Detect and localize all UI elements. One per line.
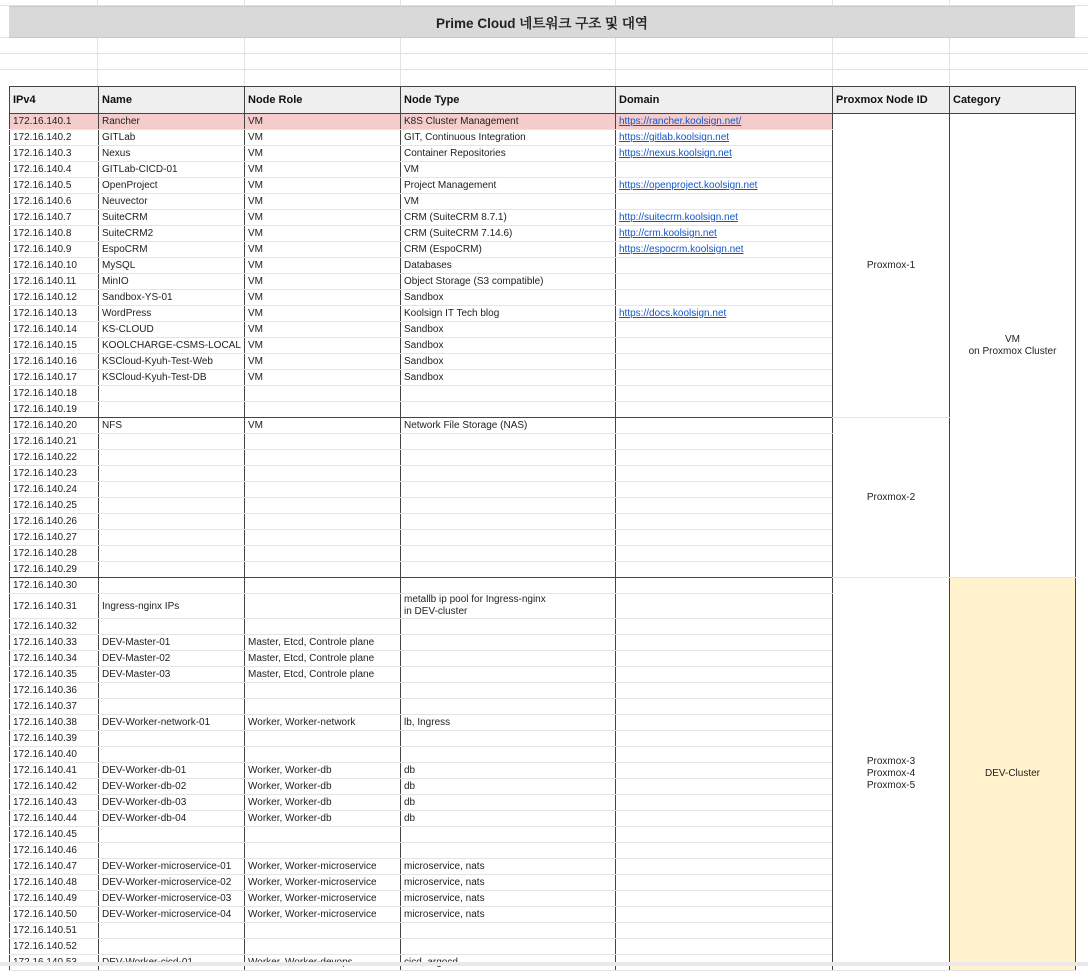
cell-node-type[interactable]: CRM (SuiteCRM 8.7.1): [401, 210, 616, 226]
cell-node-role[interactable]: VM: [245, 226, 401, 242]
cell-name[interactable]: KSCloud-Kyuh-Test-DB: [99, 370, 245, 386]
horizontal-scrollbar[interactable]: [0, 962, 1088, 966]
cell-node-role[interactable]: [245, 434, 401, 450]
cell-node-role[interactable]: VM: [245, 338, 401, 354]
table-row: [10, 578, 1076, 594]
cell-ipv4[interactable]: 172.16.140.44: [10, 811, 99, 827]
cell-domain[interactable]: [616, 450, 833, 466]
cell-ipv4[interactable]: 172.16.140.47: [10, 859, 99, 875]
cell-domain[interactable]: [616, 226, 833, 242]
cell-domain[interactable]: [616, 731, 833, 747]
cell-node-type[interactable]: [401, 514, 616, 530]
cell-domain[interactable]: [616, 386, 833, 402]
cell-node-role[interactable]: [245, 402, 401, 418]
cell-domain[interactable]: [616, 907, 833, 923]
cell-node-role[interactable]: Worker, Worker-microservice: [245, 875, 401, 891]
cell-node-role[interactable]: Worker, Worker-microservice: [245, 907, 401, 923]
cell-name[interactable]: Sandbox-YS-01: [99, 290, 245, 306]
cell-domain[interactable]: [616, 322, 833, 338]
cell-domain[interactable]: [616, 178, 833, 194]
cell-node-role[interactable]: VM: [245, 242, 401, 258]
cell-name[interactable]: [99, 466, 245, 482]
cell-domain[interactable]: [616, 530, 833, 546]
cell-node-type[interactable]: db: [401, 763, 616, 779]
cell-ipv4[interactable]: 172.16.140.1: [10, 114, 99, 130]
header-row: [10, 87, 1076, 114]
cell-node-type[interactable]: CRM (SuiteCRM 7.14.6): [401, 226, 616, 242]
cell-name[interactable]: GITLab-CICD-01: [99, 162, 245, 178]
domain-link[interactable]: https://docs.koolsign.net: [619, 308, 727, 319]
cell-node-role[interactable]: [245, 546, 401, 562]
cell-ipv4[interactable]: 172.16.140.17: [10, 370, 99, 386]
cell-ipv4[interactable]: 172.16.140.36: [10, 683, 99, 699]
cell-domain[interactable]: [616, 683, 833, 699]
cell-node-role[interactable]: [245, 466, 401, 482]
cell-ipv4[interactable]: 172.16.140.8: [10, 226, 99, 242]
cell-ipv4[interactable]: 172.16.140.46: [10, 843, 99, 859]
cell-name[interactable]: Ingress-nginx IPs: [99, 594, 245, 619]
cell-domain[interactable]: [616, 306, 833, 322]
cell-node-role[interactable]: Worker, Worker-db: [245, 811, 401, 827]
header-cell-proxmox-node-id[interactable]: Proxmox Node ID: [833, 87, 950, 114]
cell-ipv4[interactable]: 172.16.140.40: [10, 747, 99, 763]
cell-name[interactable]: DEV-Worker-network-01: [99, 715, 245, 731]
cell-node-type[interactable]: [401, 594, 616, 619]
cell-ipv4[interactable]: 172.16.140.18: [10, 386, 99, 402]
cell-name[interactable]: DEV-Worker-db-01: [99, 763, 245, 779]
cell-domain[interactable]: [616, 667, 833, 683]
cell-node-type[interactable]: Project Management: [401, 178, 616, 194]
cell-ipv4[interactable]: 172.16.140.37: [10, 699, 99, 715]
cell-domain[interactable]: [616, 827, 833, 843]
cell-ipv4[interactable]: 172.16.140.43: [10, 795, 99, 811]
cell-node-role[interactable]: [245, 530, 401, 546]
cell-ipv4[interactable]: 172.16.140.21: [10, 434, 99, 450]
cell-name[interactable]: [99, 827, 245, 843]
cell-node-type[interactable]: K8S Cluster Management: [401, 114, 616, 130]
cell-domain[interactable]: [616, 114, 833, 130]
cell-domain[interactable]: [616, 466, 833, 482]
cell-node-type[interactable]: [401, 562, 616, 578]
cell-node-type[interactable]: Sandbox: [401, 354, 616, 370]
cell-node-type[interactable]: db: [401, 795, 616, 811]
cell-node-type[interactable]: [401, 498, 616, 514]
cell-name[interactable]: DEV-Worker-microservice-03: [99, 891, 245, 907]
cell-name[interactable]: [99, 530, 245, 546]
cell-ipv4[interactable]: 172.16.140.26: [10, 514, 99, 530]
cell-ipv4[interactable]: 172.16.140.5: [10, 178, 99, 194]
cell-domain[interactable]: [616, 514, 833, 530]
cell-node-type[interactable]: Sandbox: [401, 370, 616, 386]
cell-node-role[interactable]: [245, 514, 401, 530]
cell-proxmox-group-3[interactable]: [833, 578, 950, 971]
cell-node-type[interactable]: [401, 482, 616, 498]
network-table: [9, 86, 1076, 971]
cell-node-role[interactable]: [245, 386, 401, 402]
header-cell-node-role[interactable]: Node Role: [245, 87, 401, 114]
cell-node-type[interactable]: [401, 530, 616, 546]
cell-node-type[interactable]: [401, 699, 616, 715]
cell-proxmox-group-2[interactable]: Proxmox-2: [833, 418, 950, 578]
cell-domain[interactable]: [616, 146, 833, 162]
cell-domain[interactable]: [616, 354, 833, 370]
cell-name[interactable]: [99, 450, 245, 466]
cell-node-role[interactable]: [245, 843, 401, 859]
cell-name[interactable]: [99, 514, 245, 530]
cell-node-role[interactable]: [245, 482, 401, 498]
cell-domain[interactable]: [616, 338, 833, 354]
table-row: [10, 418, 1076, 434]
proxmox-node-line: Proxmox-3: [866, 756, 916, 767]
table-body: [10, 114, 1076, 971]
cell-domain[interactable]: [616, 594, 833, 619]
header-cell-ipv4[interactable]: IPv4: [10, 87, 99, 114]
cell-name[interactable]: Neuvector: [99, 194, 245, 210]
cell-domain[interactable]: [616, 210, 833, 226]
cell-name[interactable]: DEV-Master-02: [99, 651, 245, 667]
cell-node-type[interactable]: lb, Ingress: [401, 715, 616, 731]
cell-domain[interactable]: [616, 130, 833, 146]
cell-ipv4[interactable]: 172.16.140.11: [10, 274, 99, 290]
cell-ipv4[interactable]: 172.16.140.22: [10, 450, 99, 466]
cell-name[interactable]: [99, 482, 245, 498]
cell-name[interactable]: NFS: [99, 418, 245, 434]
cell-node-type[interactable]: [401, 635, 616, 651]
cell-node-type[interactable]: [401, 939, 616, 955]
cell-node-type[interactable]: [401, 386, 616, 402]
cell-node-role[interactable]: Worker, Worker-network: [245, 715, 401, 731]
cell-ipv4[interactable]: 172.16.140.6: [10, 194, 99, 210]
cell-domain[interactable]: [616, 859, 833, 875]
cell-name[interactable]: Rancher: [99, 114, 245, 130]
cell-ipv4[interactable]: 172.16.140.34: [10, 651, 99, 667]
cell-node-role[interactable]: VM: [245, 114, 401, 130]
cell-ipv4[interactable]: 172.16.140.33: [10, 635, 99, 651]
cell-domain[interactable]: [616, 370, 833, 386]
cell-name[interactable]: DEV-Worker-microservice-02: [99, 875, 245, 891]
cell-node-role[interactable]: Master, Etcd, Controle plane: [245, 667, 401, 683]
cell-ipv4[interactable]: 172.16.140.31: [10, 594, 99, 619]
cell-ipv4[interactable]: 172.16.140.16: [10, 354, 99, 370]
cell-node-role[interactable]: VM: [245, 146, 401, 162]
cell-domain[interactable]: [616, 290, 833, 306]
cell-name[interactable]: [99, 434, 245, 450]
cell-node-role[interactable]: [245, 747, 401, 763]
cell-node-type[interactable]: CRM (EspoCRM): [401, 242, 616, 258]
cell-ipv4[interactable]: 172.16.140.49: [10, 891, 99, 907]
cell-name[interactable]: KS-CLOUD: [99, 322, 245, 338]
cell-ipv4[interactable]: 172.16.140.4: [10, 162, 99, 178]
cell-name[interactable]: DEV-Worker-db-04: [99, 811, 245, 827]
cell-node-type[interactable]: [401, 450, 616, 466]
cell-name[interactable]: [99, 578, 245, 594]
cell-node-type[interactable]: VM: [401, 194, 616, 210]
header-cell-category[interactable]: Category: [950, 87, 1076, 114]
cell-node-type[interactable]: Sandbox: [401, 322, 616, 338]
cell-node-type[interactable]: Databases: [401, 258, 616, 274]
cell-node-role[interactable]: [245, 594, 401, 619]
cell-name[interactable]: GITLab: [99, 130, 245, 146]
cell-domain[interactable]: [616, 923, 833, 939]
cell-node-role[interactable]: Master, Etcd, Controle plane: [245, 651, 401, 667]
cell-category-dev-cluster[interactable]: DEV-Cluster: [950, 578, 1076, 971]
cell-domain[interactable]: [616, 747, 833, 763]
cell-name[interactable]: MySQL: [99, 258, 245, 274]
cell-node-type[interactable]: Koolsign IT Tech blog: [401, 306, 616, 322]
cell-name[interactable]: DEV-Worker-db-02: [99, 779, 245, 795]
cell-proxmox-group-1[interactable]: Proxmox-1: [833, 114, 950, 418]
cell-node-type[interactable]: Sandbox: [401, 338, 616, 354]
sheet-title: Prime Cloud 네트워크 구조 및 대역: [9, 6, 1075, 38]
cell-node-type[interactable]: [401, 578, 616, 594]
cell-node-role[interactable]: [245, 578, 401, 594]
category-line: on Proxmox Cluster: [968, 345, 1057, 357]
cell-name[interactable]: [99, 546, 245, 562]
cell-name[interactable]: DEV-Worker-microservice-01: [99, 859, 245, 875]
cell-domain[interactable]: [616, 162, 833, 178]
cell-node-role[interactable]: VM: [245, 178, 401, 194]
cell-domain[interactable]: [616, 875, 833, 891]
cell-node-type[interactable]: [401, 466, 616, 482]
cell-node-type[interactable]: Sandbox: [401, 290, 616, 306]
cell-domain[interactable]: [616, 811, 833, 827]
cell-domain[interactable]: [616, 562, 833, 578]
cell-domain[interactable]: [616, 779, 833, 795]
cell-domain[interactable]: [616, 274, 833, 290]
cell-name[interactable]: MinIO: [99, 274, 245, 290]
domain-link[interactable]: https://openproject.koolsign.net: [619, 180, 758, 191]
header-cell-domain[interactable]: Domain: [616, 87, 833, 114]
cell-node-type[interactable]: [401, 731, 616, 747]
cell-node-role[interactable]: [245, 562, 401, 578]
cell-name[interactable]: DEV-Master-03: [99, 667, 245, 683]
cell-name[interactable]: KSCloud-Kyuh-Test-Web: [99, 354, 245, 370]
cell-node-role[interactable]: Worker, Worker-microservice: [245, 891, 401, 907]
cell-node-type[interactable]: [401, 434, 616, 450]
cell-node-role[interactable]: Worker, Worker-db: [245, 763, 401, 779]
cell-node-role[interactable]: VM: [245, 258, 401, 274]
cell-ipv4[interactable]: 172.16.140.51: [10, 923, 99, 939]
cell-node-role[interactable]: VM: [245, 418, 401, 434]
cell-ipv4[interactable]: 172.16.140.13: [10, 306, 99, 322]
category-line: VM: [1005, 333, 1020, 345]
cell-domain[interactable]: [616, 715, 833, 731]
cell-ipv4[interactable]: 172.16.140.52: [10, 939, 99, 955]
cell-ipv4[interactable]: 172.16.140.50: [10, 907, 99, 923]
cell-node-type[interactable]: [401, 923, 616, 939]
table-row: [10, 114, 1076, 130]
cell-node-type[interactable]: microservice, nats: [401, 859, 616, 875]
node-type-line: in DEV-cluster: [404, 606, 468, 617]
cell-domain[interactable]: [616, 194, 833, 210]
cell-node-role[interactable]: Worker, Worker-microservice: [245, 859, 401, 875]
cell-node-role[interactable]: VM: [245, 354, 401, 370]
cell-ipv4[interactable]: 172.16.140.29: [10, 562, 99, 578]
cell-domain[interactable]: [616, 258, 833, 274]
cell-name[interactable]: [99, 843, 245, 859]
cell-name[interactable]: OpenProject: [99, 178, 245, 194]
cell-node-role[interactable]: VM: [245, 322, 401, 338]
cell-ipv4[interactable]: 172.16.140.3: [10, 146, 99, 162]
proxmox-node-line: Proxmox-4: [866, 768, 916, 779]
cell-name[interactable]: [99, 386, 245, 402]
cell-ipv4[interactable]: 172.16.140.41: [10, 763, 99, 779]
cell-node-type[interactable]: microservice, nats: [401, 875, 616, 891]
cell-node-role[interactable]: Master, Etcd, Controle plane: [245, 635, 401, 651]
cell-name[interactable]: DEV-Worker-db-03: [99, 795, 245, 811]
cell-ipv4[interactable]: 172.16.140.2: [10, 130, 99, 146]
cell-ipv4[interactable]: 172.16.140.35: [10, 667, 99, 683]
cell-ipv4[interactable]: 172.16.140.7: [10, 210, 99, 226]
gridline: [0, 53, 1088, 54]
cell-node-role[interactable]: VM: [245, 274, 401, 290]
cell-node-role[interactable]: Worker, Worker-db: [245, 779, 401, 795]
cell-ipv4[interactable]: 172.16.140.39: [10, 731, 99, 747]
cell-domain[interactable]: [616, 578, 833, 594]
cell-domain[interactable]: [616, 619, 833, 635]
cell-node-type[interactable]: microservice, nats: [401, 907, 616, 923]
cell-domain[interactable]: [616, 546, 833, 562]
gridline: [0, 69, 1088, 70]
cell-ipv4[interactable]: 172.16.140.24: [10, 482, 99, 498]
header-cell-name[interactable]: Name: [99, 87, 245, 114]
cell-name[interactable]: EspoCRM: [99, 242, 245, 258]
cell-node-role[interactable]: VM: [245, 162, 401, 178]
cell-node-role[interactable]: VM: [245, 370, 401, 386]
cell-domain[interactable]: [616, 763, 833, 779]
cell-node-role[interactable]: [245, 699, 401, 715]
cell-domain[interactable]: [616, 651, 833, 667]
cell-node-type[interactable]: [401, 619, 616, 635]
cell-ipv4[interactable]: 172.16.140.38: [10, 715, 99, 731]
header-cell-node-type[interactable]: Node Type: [401, 87, 616, 114]
cell-node-type[interactable]: [401, 402, 616, 418]
cell-node-type[interactable]: Network File Storage (NAS): [401, 418, 616, 434]
cell-name[interactable]: DEV-Master-01: [99, 635, 245, 651]
cell-name[interactable]: DEV-Worker-microservice-04: [99, 907, 245, 923]
cell-ipv4[interactable]: 172.16.140.15: [10, 338, 99, 354]
cell-name[interactable]: KOOLCHARGE-CSMS-LOCAL: [99, 338, 245, 354]
cell-node-type[interactable]: GIT, Continuous Integration: [401, 130, 616, 146]
cell-domain[interactable]: [616, 795, 833, 811]
domain-link[interactable]: https://gitlab.koolsign.net: [619, 132, 730, 143]
cell-domain[interactable]: [616, 242, 833, 258]
cell-node-type[interactable]: Container Repositories: [401, 146, 616, 162]
cell-name[interactable]: [99, 747, 245, 763]
cell-node-type[interactable]: [401, 683, 616, 699]
domain-link[interactable]: https://rancher.koolsign.net/: [619, 116, 742, 127]
cell-domain[interactable]: [616, 498, 833, 514]
cell-ipv4[interactable]: 172.16.140.19: [10, 402, 99, 418]
domain-link[interactable]: https://espocrm.koolsign.net: [619, 244, 744, 255]
cell-ipv4[interactable]: 172.16.140.23: [10, 466, 99, 482]
cell-name[interactable]: [99, 562, 245, 578]
cell-name[interactable]: [99, 498, 245, 514]
cell-node-type[interactable]: db: [401, 779, 616, 795]
cell-node-role[interactable]: [245, 827, 401, 843]
cell-node-type[interactable]: Object Storage (S3 compatible): [401, 274, 616, 290]
cell-node-role[interactable]: VM: [245, 210, 401, 226]
cell-ipv4[interactable]: 172.16.140.30: [10, 578, 99, 594]
cell-ipv4[interactable]: 172.16.140.20: [10, 418, 99, 434]
cell-category-vm[interactable]: [950, 114, 1076, 578]
cell-node-role[interactable]: Worker, Worker-db: [245, 795, 401, 811]
cell-node-role[interactable]: [245, 683, 401, 699]
cell-node-role[interactable]: VM: [245, 290, 401, 306]
cell-node-type[interactable]: VM: [401, 162, 616, 178]
domain-link[interactable]: https://nexus.koolsign.net: [619, 148, 732, 159]
cell-node-type[interactable]: [401, 546, 616, 562]
cell-node-role[interactable]: VM: [245, 194, 401, 210]
cell-ipv4[interactable]: 172.16.140.28: [10, 546, 99, 562]
cell-domain[interactable]: [616, 418, 833, 434]
cell-ipv4[interactable]: 172.16.140.27: [10, 530, 99, 546]
proxmox-node-line: Proxmox-5: [866, 780, 916, 791]
cell-name[interactable]: SuiteCRM2: [99, 226, 245, 242]
domain-link[interactable]: http://suitecrm.koolsign.net: [619, 212, 738, 223]
cell-node-type[interactable]: [401, 667, 616, 683]
cell-ipv4[interactable]: 172.16.140.42: [10, 779, 99, 795]
cell-node-type[interactable]: [401, 747, 616, 763]
cell-name[interactable]: [99, 619, 245, 635]
cell-name[interactable]: [99, 731, 245, 747]
cell-node-role[interactable]: VM: [245, 130, 401, 146]
cell-name[interactable]: [99, 923, 245, 939]
cell-domain[interactable]: [616, 843, 833, 859]
cell-domain[interactable]: [616, 891, 833, 907]
cell-domain[interactable]: [616, 482, 833, 498]
cell-node-type[interactable]: microservice, nats: [401, 891, 616, 907]
cell-ipv4[interactable]: 172.16.140.10: [10, 258, 99, 274]
cell-domain[interactable]: [616, 402, 833, 418]
cell-domain[interactable]: [616, 699, 833, 715]
domain-link[interactable]: http://crm.koolsign.net: [619, 228, 717, 239]
cell-ipv4[interactable]: 172.16.140.48: [10, 875, 99, 891]
cell-name[interactable]: Nexus: [99, 146, 245, 162]
cell-name[interactable]: [99, 683, 245, 699]
cell-name[interactable]: SuiteCRM: [99, 210, 245, 226]
cell-node-role[interactable]: [245, 923, 401, 939]
cell-name[interactable]: WordPress: [99, 306, 245, 322]
cell-name[interactable]: [99, 939, 245, 955]
cell-node-role[interactable]: [245, 731, 401, 747]
cell-node-role[interactable]: [245, 450, 401, 466]
cell-ipv4[interactable]: 172.16.140.14: [10, 322, 99, 338]
cell-ipv4[interactable]: 172.16.140.45: [10, 827, 99, 843]
cell-ipv4[interactable]: 172.16.140.25: [10, 498, 99, 514]
cell-ipv4[interactable]: 172.16.140.9: [10, 242, 99, 258]
cell-node-role[interactable]: [245, 498, 401, 514]
cell-node-role[interactable]: VM: [245, 306, 401, 322]
cell-node-type[interactable]: [401, 651, 616, 667]
node-type-line: metallb ip pool for Ingress-nginx: [404, 594, 546, 605]
cell-node-role[interactable]: [245, 619, 401, 635]
cell-name[interactable]: [99, 402, 245, 418]
cell-node-type[interactable]: [401, 827, 616, 843]
cell-domain[interactable]: [616, 635, 833, 651]
cell-ipv4[interactable]: 172.16.140.32: [10, 619, 99, 635]
cell-name[interactable]: [99, 699, 245, 715]
cell-node-type[interactable]: db: [401, 811, 616, 827]
cell-domain[interactable]: [616, 434, 833, 450]
cell-ipv4[interactable]: 172.16.140.12: [10, 290, 99, 306]
cell-domain[interactable]: [616, 939, 833, 955]
cell-node-type[interactable]: [401, 843, 616, 859]
cell-node-role[interactable]: [245, 939, 401, 955]
